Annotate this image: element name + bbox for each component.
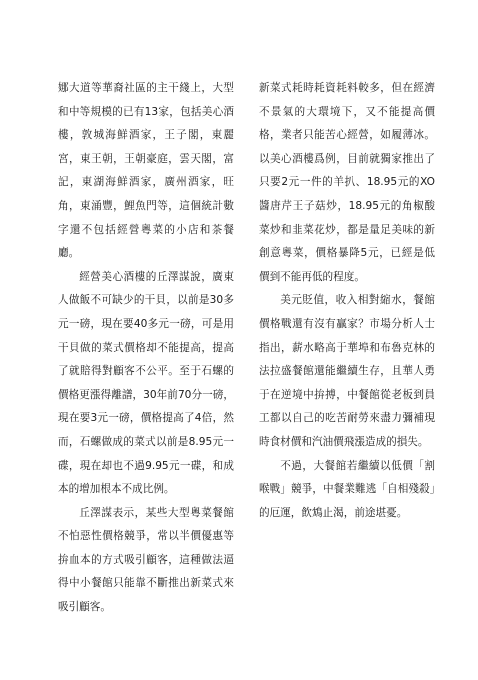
- paragraph: 丘澤謀表示，某些大型粵菜餐館不怕惡性價格競爭，常以半價優惠等拚血本的方式吸引顧客，這種做法逼得中小餐館只能靠不斷推出新菜式來吸引顧客。: [58, 506, 234, 614]
- paragraph: 美元貶值，收入相對縮水，餐館價格戰還有沒有贏家？市場分析人士指出，薪水略高于華埠和布魯克林的法拉盛餐館還能繼續生存，且華人勇于在逆境中拚搏，中餐館從老板到員工都以自己的吃苦耐勞來盡力彌補現時食材價和汽油價飛漲造成的損失。: [259, 294, 435, 448]
- paragraph: 新菜式耗時耗資耗料較多，但在經濟不景氣的大環境下，又不能提高價格，業者只能苦心經營，如履薄冰。以美心酒樓爲例，目前就獨家推出了只要2元一件的羊扒、18.95元的XO醬唐芹王子菇炒，18.95元的角椒酸菜炒和韭菜花炒，都是量足美味的新創意粵菜，價格暴降5元，已經是低價到不能再低的程度。: [259, 82, 435, 283]
- paragraph: 娜大道等華裔社區的主干綫上，大型和中等規模的已有13家，包括美心酒樓，敦城海鮮酒家，王子閣，東麗宮，東王朝，王朝豪庭，雲天閣，富記，東湖海鮮酒家，廣州酒家，旺角，東涌豐，鯉魚門等，這個統計數字還不包括經營粵菜的小店和茶餐廳。: [58, 82, 234, 260]
- paragraph: 經營美心酒樓的丘澤謀說，廣東人做飯不可缺少的干貝，以前是30多元一磅，現在要40多元一磅，可是用干貝做的菜式價格却不能提高，提高了就賠得對顧客不公平。至于石螺的價格更漲得離譜，30年前70分一磅，現在要3元一磅，價格提高了4倍，然而，石螺做成的菜式以前是8.95元一碟，現在却也不過9.95元一碟，和成本的增加根本不成比例。: [58, 270, 234, 496]
- paragraph: 不過，大餐館若繼續以低價「割喉戰」競爭，中餐業難逃「自相殘殺」的厄運，飲鴆止渴，前途堪憂。: [259, 459, 435, 519]
- right-text-column: [259, 77, 435, 525]
- left-text-column: [58, 77, 234, 620]
